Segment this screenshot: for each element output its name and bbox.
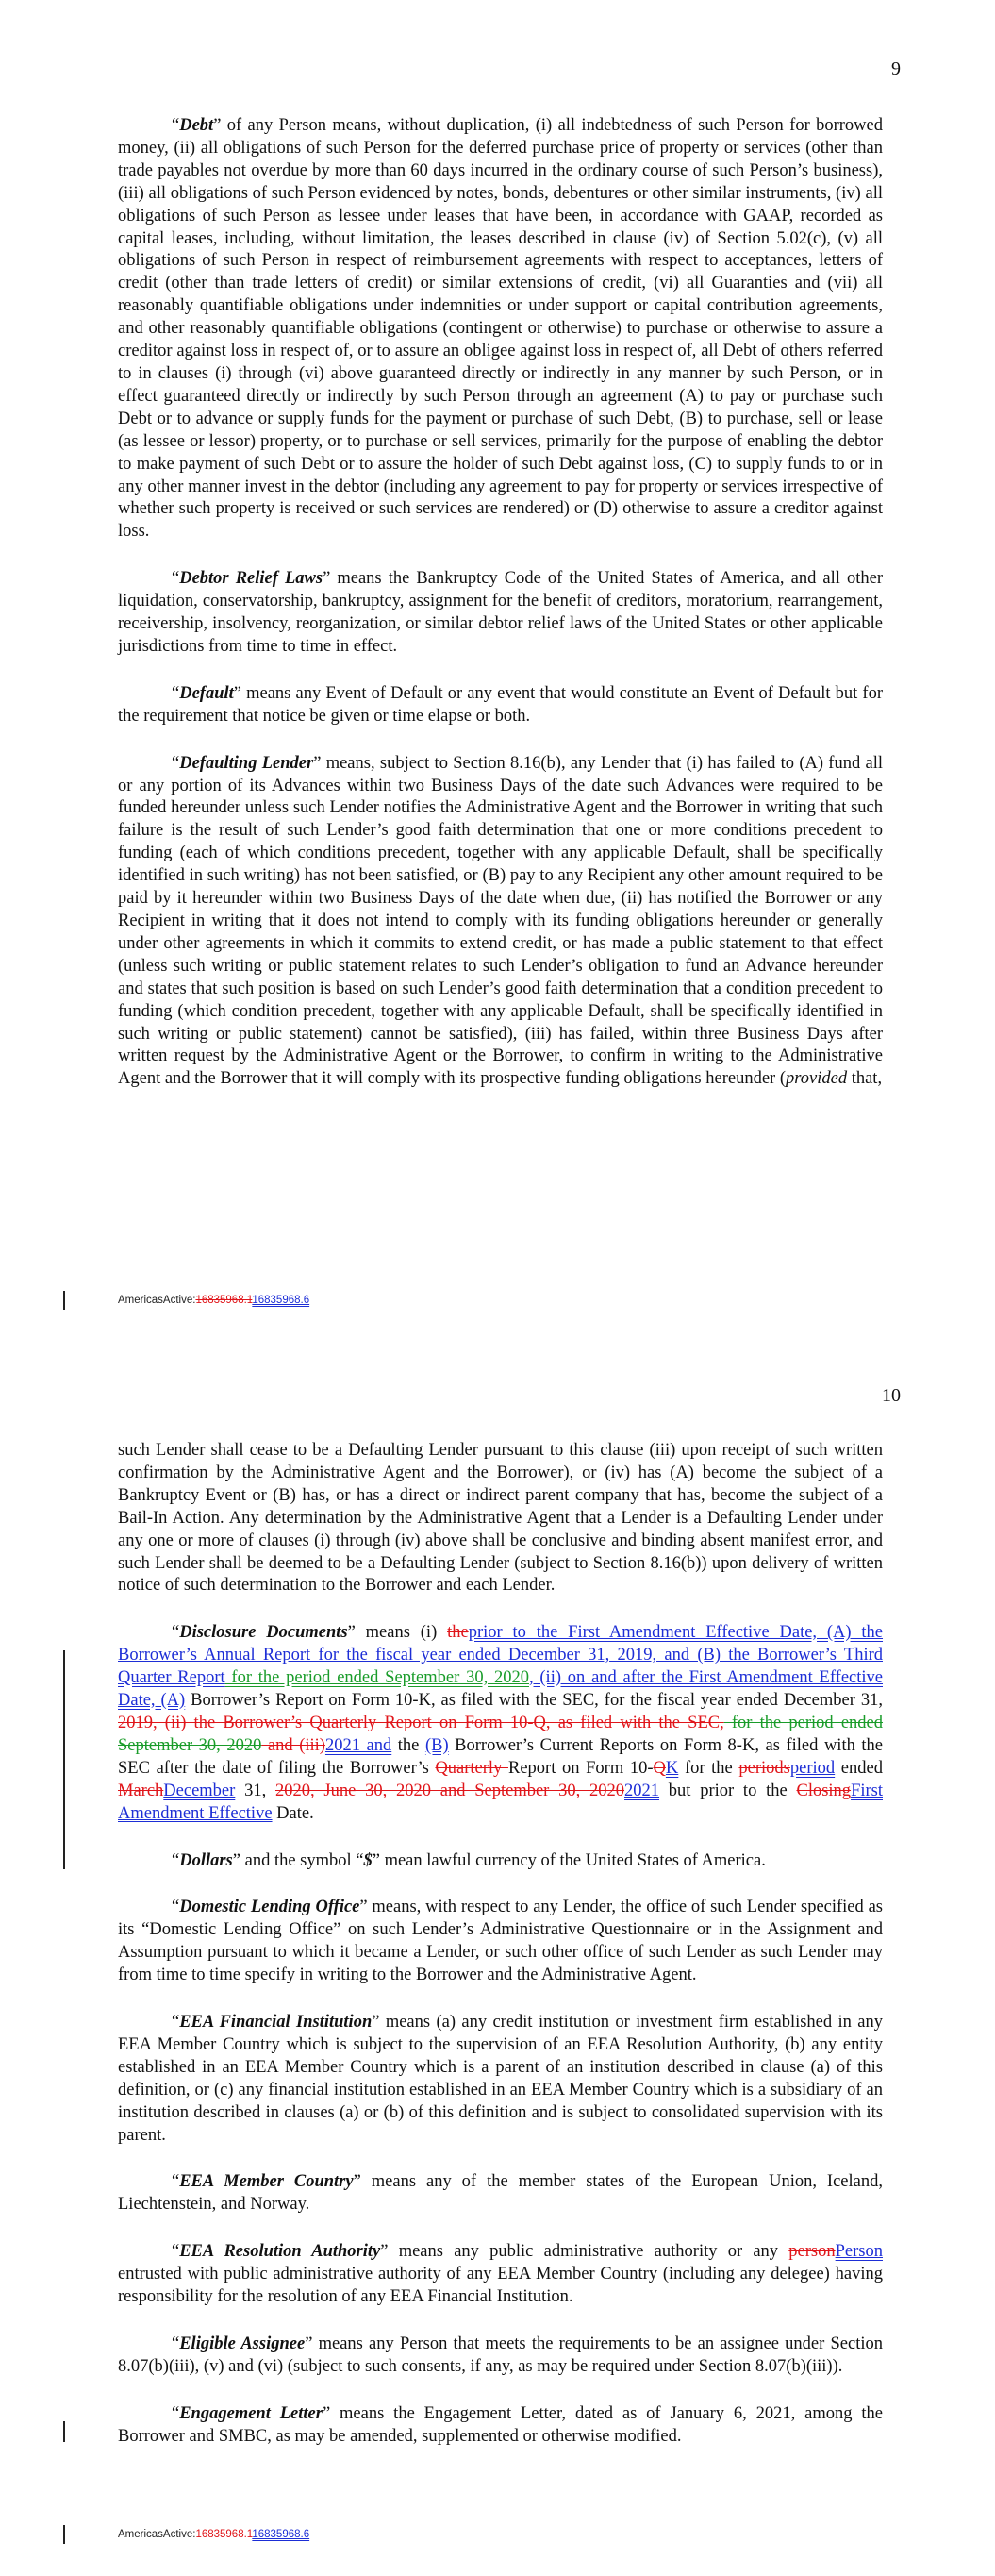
inserted-doc-id: 16835968.6: [252, 2529, 310, 2540]
insertion: 2021: [624, 1781, 660, 1800]
insertion: period: [789, 1758, 836, 1778]
definition-eea-financial-institution: “EEA Financial Institution” means (a) any credit institution or investment firm established in any EEA Member Country which is subject to the supervision of an EEA Resolution Authority, (b) any entity established in an EEA Member Country which is a parent of an institution described in clause (a) of this definition, or (c) any financial institution established in an EEA Member Country which is a subsidiary of an institution described in clauses (a) or (b) of this definition and is subject to consolidated supervision with its parent.: [118, 2013, 883, 2145]
definition-text: ” means any Person that meets the requirements to be an assignee under Section 8.07(b)(iii), (v) and (vi) (subject to such consents, if any, as may be required under Section 8.07(b)(iii)).: [118, 2334, 883, 2376]
defined-term: EEA Resolution Authority: [179, 2242, 381, 2262]
page-number: 9: [891, 59, 901, 79]
definition-disclosure-documents: “Disclosure Documents” means (i) theprior to the First Amendment Effective Date, (A) the Borrower’s Annual Report for the fiscal year ended December 31, 2019, and (B) the Borrower’s Third Quarter Report for the period ended September 30, 2020, (ii) on and after the First Amendment Effective Date, (A) Borrower’s Report on Form 10-K, as filed with the SEC, for the fiscal year ended December 31, 2019, (ii) the Borrower’s Quarterly Report on Form 10-Q, as filed with the SEC, for the period ended September 30, 2020 and (iii)2021 and the (B) Borrower’s Current Reports on Form 8-K, as filed with the SEC after the date of filing the Borrower’s Quarterly Report on Form 10-QK for the periodsperiod ended MarchDecember 31, 2020, June 30, 2020 and September 30, 20202021 but prior to the ClosingFirst Amendment Effective Date.: [118, 1623, 884, 1823]
definition-text: ” means the Engagement Letter, dated as of January 6, 2021, among the Borrower and SMBC, as may be amended, supplemented or otherwise modified.: [118, 2403, 883, 2446]
footer: AmericasActive:16835968.116835968.6: [118, 2529, 310, 2540]
insertion: 2021 and: [324, 1735, 392, 1755]
change-bar: [63, 2525, 65, 2544]
defined-term-symbol: $: [363, 1850, 373, 1870]
definition-eligible-assignee: “Eligible Assignee” means any Person that meets the requirements to be an assignee under Section 8.07(b)(iii), (v) and (vi) (subject to such consents, if any, as may be required under Section 8.07(b)(iii)).: [118, 2334, 883, 2376]
insertion: (B): [424, 1735, 449, 1755]
deletion: and (iii): [261, 1735, 325, 1755]
deletion: Q: [653, 1758, 666, 1778]
deleted-doc-id: 16835968.1: [195, 2529, 253, 2540]
deletion: Closing: [796, 1781, 852, 1800]
defined-term: EEA Financial Institution: [179, 2013, 373, 2032]
definition-defaulting-lender: “Defaulting Lender” means, subject to Section 8.16(b), any Lender that (i) has failed to (A) fund all or any portion of its Advances within two Business Days of the date such Advances were required to be funded hereunder unless such Lender notifies the Administrative Agent and the Borrower in writing that such failure is the result of such Lender’s good faith determination that one or more conditions precedent to funding (each of which conditions precedent, together with any applicable Default, shall be specifically identified in such writing) has not been satisfied, or (B) pay to any Recipient any other amount required to be paid by it hereunder within two Business Days of the date when due, (ii) has notified the Borrower or any Recipient in writing that it does not intend to comply with its funding obligations hereunder or generally under other agreements in which it commits to extend credit, or has made a public statement to that effect (unless such writing or public statement relates to such Lender’s obligation to fund an Advance hereunder and states that such position is based on such Lender’s good faith determination that a condition precedent to funding (which condition precedent, together with any applicable Default, shall be specifically identified in such writing or public statement) cannot be satisfied), (iii) has failed, within three Business Days after written request by the Administrative Agent or the Borrower, to confirm in writing to the Administrative Agent and the Borrower that it will comply with its prospective funding obligations hereunder (provided that,: [118, 753, 883, 1089]
change-bar: [63, 1650, 65, 1869]
definition-text: ” means the Bankruptcy Code of the United States of America, and all other liquidation, conservatorship, bankruptcy, assignment for the benefit of creditors, moratorium, rearrangement, receivership, insolvency, reorganization, or similar debtor relief laws of the United States or other applicable jurisdictions from time to time in effect.: [118, 569, 883, 656]
italic-word: provided: [786, 1069, 848, 1089]
deleted-doc-id: 16835968.1: [195, 1295, 253, 1306]
change-bar: [63, 1291, 65, 1310]
defined-term: Dollars: [179, 1850, 233, 1870]
page-body: [118, 115, 883, 1115]
insertion: First Amendment Effective: [118, 1781, 883, 1823]
deletion: 2019, (ii) the Borrower’s Quarterly Report on Form 10-Q, as filed with the SEC,: [118, 1713, 724, 1732]
deletion: the: [447, 1623, 469, 1643]
defined-term: Eligible Assignee: [179, 2334, 306, 2353]
deletion: 2020, June 30, 2020 and September 30, 2020: [274, 1781, 625, 1800]
insertion: December: [163, 1781, 236, 1800]
defaulting-lender-continuation: such Lender shall cease to be a Defaulting Lender pursuant to this clause (iii) upon receipt of such written confirmation by the Administrative Agent and the Borrower), or (iv) has (A) become the subject of a Bankruptcy Event or (B) has, or has a direct or indirect parent company that has, become the subject of a Bail-In Action. Any determination by the Administrative Agent that a Lender is a Defaulting Lender under any one or more of clauses (i) through (iv) above shall be conclusive and binding absent manifest error, and such Lender shall be deemed to be a Defaulting Lender (subject to Section 8.16(b)) upon delivery of written notice of such determination to the Borrower and each Lender.: [118, 1441, 883, 1596]
defined-term: Debtor Relief Laws: [179, 569, 323, 589]
defined-term: EEA Member Country: [179, 2172, 354, 2192]
insertion: Person: [835, 2242, 883, 2262]
footer: AmericasActive:16835968.116835968.6: [118, 1295, 310, 1306]
defined-term: Disclosure Documents: [179, 1623, 348, 1643]
definition-debt: “Debt” of any Person means, without duplication, (i) all indebtedness of such Person for borrowed money, (ii) all obligations of such Person for the deferred purchase price of property or services (other than trade payables not overdue by more than 60 days incurred in the ordinary course of such Person’s business), (iii) all obligations of such Person evidenced by notes, bonds, debentures or other similar instruments, (iv) all obligations of such Person as lessee under leases that have been, in accordance with GAAP, recorded as capital leases, including, without limitation, the leases described in clause (iv) of Section 5.02(c), (v) all obligations of such Person in respect of reimbursement agreements with respect to acceptances, letters of credit (other than trade letters of credit) or similar extensions of credit, (vi) all Guaranties and (vii) all reasonably quantifiable obligations under indemnities or under support or capital contribution agreements, and other reasonably quantifiable obligations (contingent or otherwise) to purchase or otherwise to assure a creditor against loss in respect of, or to assure an obligee against loss in respect of, all Debt of others referred to in clauses (i) through (vi) above guaranteed directly or indirectly in any manner by such Person, or in effect guaranteed directly or indirectly by such Person through an agreement (A) to pay or purchase such Debt or to advance or supply funds for the payment or purchase of such Debt, (B) to purchase, sell or lease (as lessee or lessor) property, or to purchase or sell services, primarily for the purpose of enabling the debtor to make payment of such Debt or to assure the holder of such Debt against loss, (C) to supply funds to or in any other manner invest in the debtor (including any agreement to pay for property or services irrespective of whether such property is received or such services are rendered) or (D) otherwise to assure a creditor against loss.: [118, 116, 883, 542]
definition-domestic-lending-office: “Domestic Lending Office” means, with respect to any Lender, the office of such Lender specified as its “Domestic Lending Office” on such Lender’s Administrative Questionnaire or in the Assignment and Assumption pursuant to which it became a Lender, or such other office of such Lender as such Lender may from time to time specify in writing to the Borrower and the Administrative Agent.: [118, 1898, 883, 1985]
definition-text: ” means, with respect to any Lender, the office of such Lender specified as its “Domestic Lending Office” on such Lender’s Administrative Questionnaire or in the Assignment and Assumption pursuant to which it became a Lender, or such other office of such Lender as such Lender may from time to time specify in writing to the Borrower and the Administrative Agent.: [118, 1898, 883, 1985]
defined-term: Engagement Letter: [179, 2403, 323, 2423]
moved-insertion: for the period ended September 30, 2020: [224, 1668, 529, 1688]
moved-deletion: for the period ended September 30, 2020: [118, 1713, 884, 1755]
defined-term: Default: [179, 683, 234, 703]
definition-engagement-letter: “Engagement Letter” means the Engagement Letter, dated as of January 6, 2021, among the Borrower and SMBC, as may be amended, supplemented or otherwise modified.: [118, 2403, 883, 2446]
definition-text-tail: that,: [847, 1069, 883, 1089]
page-10: [0, 1340, 995, 2576]
deletion: March: [118, 1781, 164, 1800]
definition-text: ” means, subject to Section 8.16(b), any Lender that (i) has failed to (A) fund all or any portion of its Advances within two Business Days of the date such Advances were required to be funded hereunder unless such Lender notifies the Administrative Agent and the Borrower in writing that such failure is the result of such Lender’s good faith determination that one or more conditions precedent to funding (each of which conditions precedent, together with any applicable Default, shall be specifically identified in such writing) has not been satisfied, or (B) pay to any Recipient any other amount required to be paid by it hereunder within two Business Days of the date when due, (ii) has notified the Borrower or any Recipient in writing that it does not intend to comply with its funding obligations hereunder or generally under other agreements in which it commits to extend credit, or has made a public statement to that effect (unless such writing or public statement relates to such Lender’s obligation to fund an Advance hereunder and states that such position is based on such Lender’s good faith determination that a condition precedent to funding (which condition precedent, together with any applicable Default, shall be specifically identified in such writing or public statement) cannot be satisfied), (iii) has failed, within three Business Days after written request by the Administrative Agent or the Borrower, to confirm in writing to the Administrative Agent and the Borrower that it will comply with its prospective funding obligations hereunder (: [118, 753, 883, 1089]
definition-text: ” means (a) any credit institution or investment firm established in any EEA Member Country which is subject to the supervision of an EEA Resolution Authority, (b) any entity established in an EEA Member Country which is a parent of an institution described in clause (a) of this definition, or (c) any financial institution established in an EEA Member Country which is a subsidiary of an institution described in clauses (a) or (b) of this definition and is subject to consolidated supervision with its parent.: [118, 2013, 883, 2145]
deletion: periods: [738, 1758, 790, 1778]
definition-debtor-relief-laws: “Debtor Relief Laws” means the Bankruptcy Code of the United States of America, and all other liquidation, conservatorship, bankruptcy, assignment for the benefit of creditors, moratorium, rearrangement, receivership, insolvency, reorganization, or similar debtor relief laws of the United States or other applicable jurisdictions from time to time in effect.: [118, 569, 883, 656]
defined-term: Defaulting Lender: [179, 753, 314, 773]
insertion: , (ii) on and after the First Amendment Effective Date, (A): [118, 1668, 883, 1711]
definition-text: ” means any of the member states of the European Union, Iceland, Liechtenstein, and Norway.: [118, 2172, 883, 2215]
change-bar: [63, 2421, 65, 2442]
page-body: [118, 1440, 883, 2473]
deletion: Quarterly: [435, 1758, 508, 1778]
page-number: 10: [882, 1385, 901, 1406]
definition-dollars: “Dollars” and the symbol “$” mean lawful currency of the United States of America.: [172, 1850, 766, 1870]
definition-default: “Default” means any Event of Default or any event that would constitute an Event of Default but for the requirement that notice be given or time elapse or both.: [118, 683, 883, 726]
definition-text: ” of any Person means, without duplication, (i) all indebtedness of such Person for borrowed money, (ii) all obligations of such Person for the deferred purchase price of property or services (other than trade payables not overdue by more than 60 days incurred in the ordinary course of such Person’s business), (iii) all obligations of such Person evidenced by notes, bonds, debentures or other similar instruments, (iv) all obligations of such Person as lessee under leases that have been, in accordance with GAAP, recorded as capital leases, including, without limitation, the leases described in clause (iv) of Section 5.02(c), (v) all obligations of such Person in respect of reimbursement agreements with respect to acceptances, letters of credit (other than trade letters of credit) or similar extensions of credit, (vi) all Guaranties and (vii) all reasonably quantifiable obligations under indemnities or under support or capital contribution agreements, and other reasonably quantifiable obligations (contingent or otherwise) to purchase or otherwise to assure a creditor against loss in respect of, or to assure an obligee against loss in respect of, all Debt of others referred to in clauses (i) through (vi) above guaranteed directly or indirectly in any manner by such Person, or in effect guaranteed directly or indirectly by such Person through an agreement (A) to pay or purchase such Debt or to advance or supply funds for the payment or purchase of such Debt, (B) to purchase, sell or lease (as lessee or lessor) property, or to purchase or sell services, primarily for the purpose of enabling the debtor to make payment of such Debt or to assure the holder of such Debt against loss, (C) to supply funds to or in any other manner invest in the debtor (including any agreement to pay for property or services irrespective of whether such property is received or such services are rendered) or (D) otherwise to assure a creditor against loss.: [118, 116, 883, 542]
definition-eea-member-country: “EEA Member Country” means any of the member states of the European Union, Iceland, Liechtenstein, and Norway.: [118, 2172, 883, 2215]
defined-term: Debt: [179, 116, 214, 135]
insertion: K: [665, 1758, 679, 1778]
definition-eea-resolution-authority: “EEA Resolution Authority” means any public administrative authority or any personPerson entrusted with public administrative authority of any EEA Member Country (including any delegee) having responsibility for the resolution of any EEA Financial Institution.: [118, 2242, 883, 2307]
insertion: prior to the First Amendment Effective Date, (A) the Borrower’s Annual Report for the fiscal year ended December 31, 2019, and (B) the Borrower’s Third Quarter Report: [118, 1623, 884, 1688]
inserted-doc-id: 16835968.6: [252, 1295, 310, 1306]
deletion: person: [788, 2242, 836, 2262]
defined-term: Domestic Lending Office: [179, 1898, 360, 1917]
definition-text: ” means any Event of Default or any event that would constitute an Event of Default but for the requirement that notice be given or time elapse or both.: [118, 683, 883, 726]
